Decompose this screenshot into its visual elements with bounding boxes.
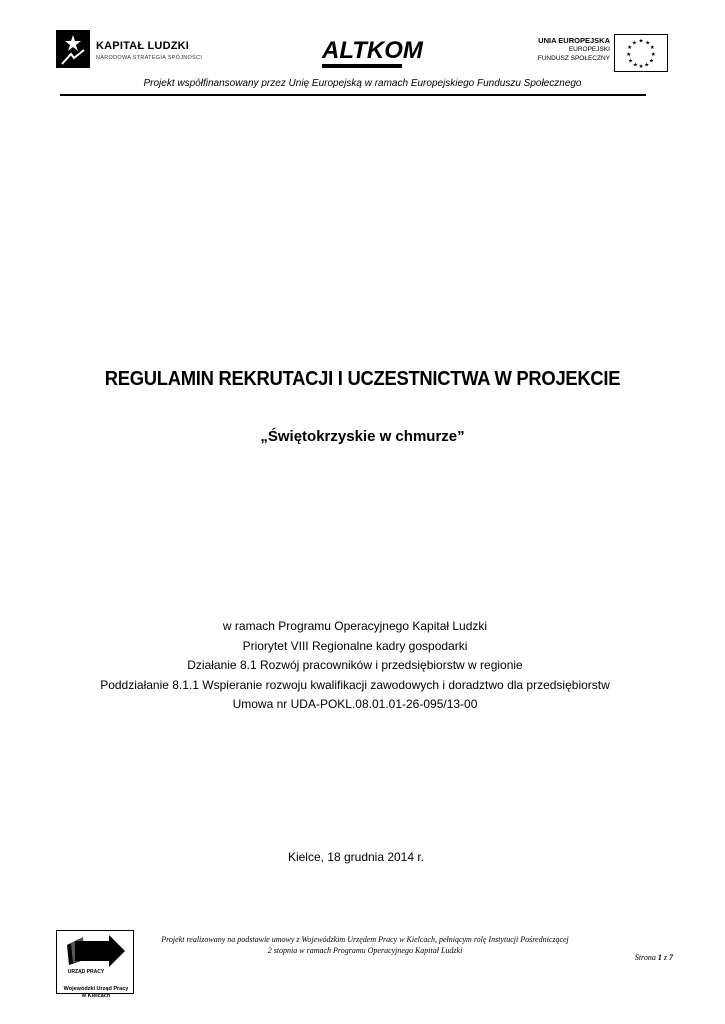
svg-text:★: ★: [632, 62, 638, 69]
kapital-ludzki-logo: [56, 30, 206, 72]
program-info: [0, 617, 710, 715]
kapital-ludzki-subtitle: NARODOWA STRATEGIA SPÓJNOŚCI: [96, 55, 203, 61]
svg-text:★: ★: [648, 58, 654, 65]
svg-text:★: ★: [644, 62, 650, 69]
eu-flag-icon: [614, 34, 668, 72]
page-total: 7: [669, 953, 673, 962]
eu-logo: [526, 34, 668, 74]
program-line: Umowa nr UDA-POKL.08.01.01-26-095/13-00: [232, 697, 478, 711]
svg-text:★: ★: [626, 51, 632, 58]
eu-line-2: EUROPEJSKI: [568, 46, 610, 53]
place-date: Kielce, 18 grudnia 2014 r.: [287, 850, 425, 864]
svg-text:★: ★: [628, 58, 634, 65]
svg-text:★: ★: [638, 64, 644, 71]
footer-note-line-1: Projekt realizowany na podstawie umowy z Wojewódzkim Urzędem Pracy w Kielcach, pełniącym rolę Instytucji Pośredniczącej: [161, 935, 569, 944]
svg-text:★: ★: [631, 40, 637, 47]
page-prefix: Strona: [634, 953, 656, 962]
header-divider: [60, 94, 646, 96]
wup-kielce-logo: [56, 930, 134, 994]
svg-text:★: ★: [627, 45, 633, 52]
eu-line-3: FUNDUSZ SPOŁECZNY: [537, 55, 610, 62]
page-number: [635, 953, 673, 962]
svg-text:★: ★: [645, 40, 651, 47]
wup-org-line-2: w Kielcach: [81, 993, 111, 999]
wup-logo-label: URZĄD PRACY: [67, 969, 105, 975]
project-name: „Świętokrzyskie w chmurze”: [260, 428, 465, 445]
kapital-ludzki-title: KAPITAŁ LUDZKI: [96, 40, 190, 52]
program-line: Priorytet VIII Regionalne kadry gospodarki: [242, 638, 468, 653]
footer-note-line-2: 2 stopnia w ramach Programu Operacyjnego Kapitał Ludzki: [267, 946, 463, 955]
svg-text:★: ★: [650, 51, 656, 58]
kapital-ludzki-icon: [56, 30, 90, 68]
cofinancing-note: Projekt współfinansowany przez Unię Europejską w ramach Europejskiego Funduszu Społecznego: [143, 78, 582, 89]
program-line: Działanie 8.1 Rozwój pracowników i przedsiębiorstw w regionie: [187, 658, 523, 672]
svg-text:★: ★: [638, 38, 644, 45]
page-current: 1: [657, 953, 662, 962]
altkom-logo: [320, 28, 423, 72]
page-separator: z: [663, 953, 667, 962]
svg-text:★: ★: [649, 45, 655, 52]
wup-org-name: [54, 986, 138, 1000]
eu-line-1: UNIA EUROPEJSKA: [538, 36, 610, 45]
document-title: REGULAMIN REKRUTACJI I UCZESTNICTWA W PROJEKCIE: [104, 368, 621, 390]
program-line: w ramach Programu Operacyjnego Kapitał Ludzki: [222, 619, 488, 633]
wup-org-line-1: Wojewódzki Urząd Pracy: [63, 986, 129, 992]
footer-note: [140, 934, 590, 956]
program-line: Poddziałanie 8.1.1 Wspieranie rozwoju kwalifikacji zawodowych i doradztwo dla przedsiębiorstw: [100, 677, 610, 692]
altkom-logo-text: ALTKOM: [322, 37, 423, 64]
